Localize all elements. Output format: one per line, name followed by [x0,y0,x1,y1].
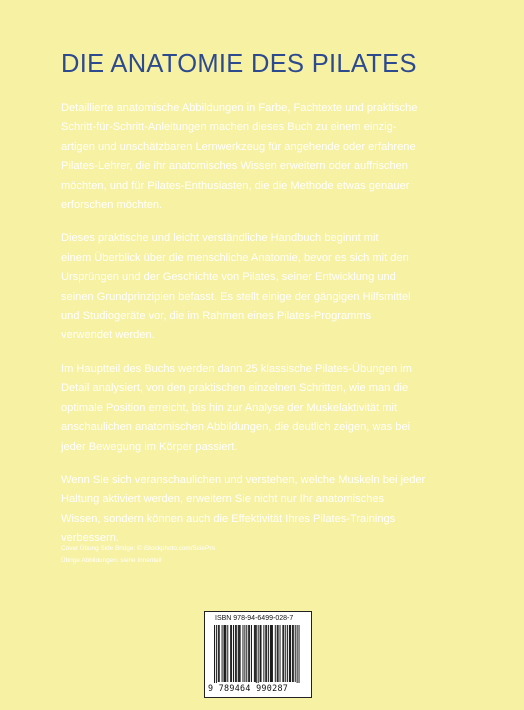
barcode-bar [287,625,288,682]
barcode-bar [249,625,250,682]
barcode-bar [268,625,269,682]
barcode-bar [283,625,284,682]
barcode-bar [289,625,290,682]
barcode-bar [254,625,255,682]
text-line: verwendet werden. [61,329,155,342]
barcode-bar [261,625,262,682]
barcode-bar [299,625,300,687]
paragraph-2 [61,229,457,345]
text-line: seinen Grundprinzipien befasst. Es stellt einige der gängigen Hilfsmittel [61,290,411,303]
cover-credit: Cover Übung Side Bridge: © iStockphoto.com/SciePro [61,545,215,552]
text-line: Detail analysiert, von den praktischen einzelnen Schritten, wie man die [61,382,409,395]
barcode-bar [230,625,231,682]
barcode-bar [218,625,219,682]
isbn-barcode [204,611,312,698]
text-line: Pilates-Lehrer, die ihr anatomisches Wissen erweitern oder auffrischen [61,160,408,173]
barcode-bar [216,625,217,687]
barcode-bar [297,625,298,687]
barcode-bar [270,625,271,682]
barcode-bar [272,625,273,682]
barcode-bar [239,625,240,682]
text-line: erforschen möchten. [61,199,163,212]
barcode-bar [231,625,232,682]
text-line: Detaillierte anatomische Abbildungen in Farbe, Fachtexte und praktische [61,102,418,114]
barcode-bar [238,625,239,682]
blurb-text [61,99,457,563]
text-line: Schritt-für-Schritt-Anleitungen machen dieses Buch zu einem einzig- [61,121,397,134]
text-line: und Studiogeräte vor, die im Rahmen eines Pilates-Programms [61,310,372,323]
paragraph-1 [61,99,457,215]
barcode-bar [277,625,278,682]
text-line: möchten, und für Pilates-Enthusiasten, die die Methode etwas genauer [61,179,410,192]
paragraph-4 [61,471,457,549]
barcode-bar [265,625,266,682]
barcode-bar [255,625,256,682]
barcode-bar [236,625,237,682]
text-line: Dieses praktische und leicht verständliche Handbuch beginnt mit [61,232,379,245]
barcode-bar [290,625,291,682]
barcode-bar [278,625,279,682]
barcode-digits: 9 789464 990287 [208,683,308,693]
barcode-bar [263,625,264,682]
paragraph-3 [61,360,457,457]
text-line: Im Hauptteil des Buchs werden dann 25 klassische Pilates-Übungen im [61,362,412,375]
barcode-bar [258,625,259,687]
barcode-bar [219,625,220,682]
barcode-bar [222,625,223,682]
barcode-bar [260,625,261,682]
barcode-bar [266,625,267,682]
barcode-bar [251,625,252,682]
text-line: einem Überblick über die menschliche Anatomie, bevor es sich mit den [61,251,409,264]
barcode-bar [227,625,228,682]
image-credits [61,543,215,567]
book-title: DIE ANATOMIE DES PILATES [61,50,417,78]
barcode-bar [225,625,226,682]
barcode-bar [271,625,272,682]
barcode-bar [214,625,215,687]
barcode-bar [285,625,286,682]
other-images-credit: Übrige Abbildungen: siehe Innenteil [61,557,162,564]
text-line: jeder Bewegung im Körper passiert. [61,440,238,453]
text-line: Haltung aktiviert werden, erweitern Sie nicht nur Ihr anatomisches [61,493,385,506]
barcode-bar [292,625,293,682]
isbn-label: ISBN 978-94-6499-028-7 [215,615,294,622]
barcode-bar [256,625,257,687]
barcode-bar [235,625,236,682]
text-line: optimale Position erreicht, bis hin zur Analyse der Muskelaktivität mit [61,401,398,414]
text-line: Wissen, sondern können auch die Effektivität Ihres Pilates-Trainings [61,512,396,525]
text-line: Ursprüngen und der Geschichte von Pilates, seiner Entwicklung und [61,271,396,284]
barcode-bar [280,625,281,682]
text-line: verbessern. [61,532,119,545]
barcode-bar [233,625,234,682]
barcode-bar [282,625,283,682]
text-line: Wenn Sie sich veranschaulichen und verstehen, welche Muskeln bei jeder [61,473,426,486]
barcode-bar [224,625,225,682]
barcode-bar [246,625,247,682]
text-line: anschaulichen anatomischen Abbildungen, die deutlich zeigen, was bei [61,421,411,434]
barcode-bar [244,625,245,682]
barcode-bar [295,625,296,682]
barcode-bar [275,625,276,682]
barcode-bar [293,625,294,682]
barcode-bar [240,625,241,682]
text-line: artigen und unschätzbaren Lernwerkzeug für angehende oder erfahrene [61,140,416,153]
barcode-bar [243,625,244,682]
barcode-bar [224,625,225,682]
barcode-bar [248,625,249,682]
barcode-bars [214,625,304,687]
